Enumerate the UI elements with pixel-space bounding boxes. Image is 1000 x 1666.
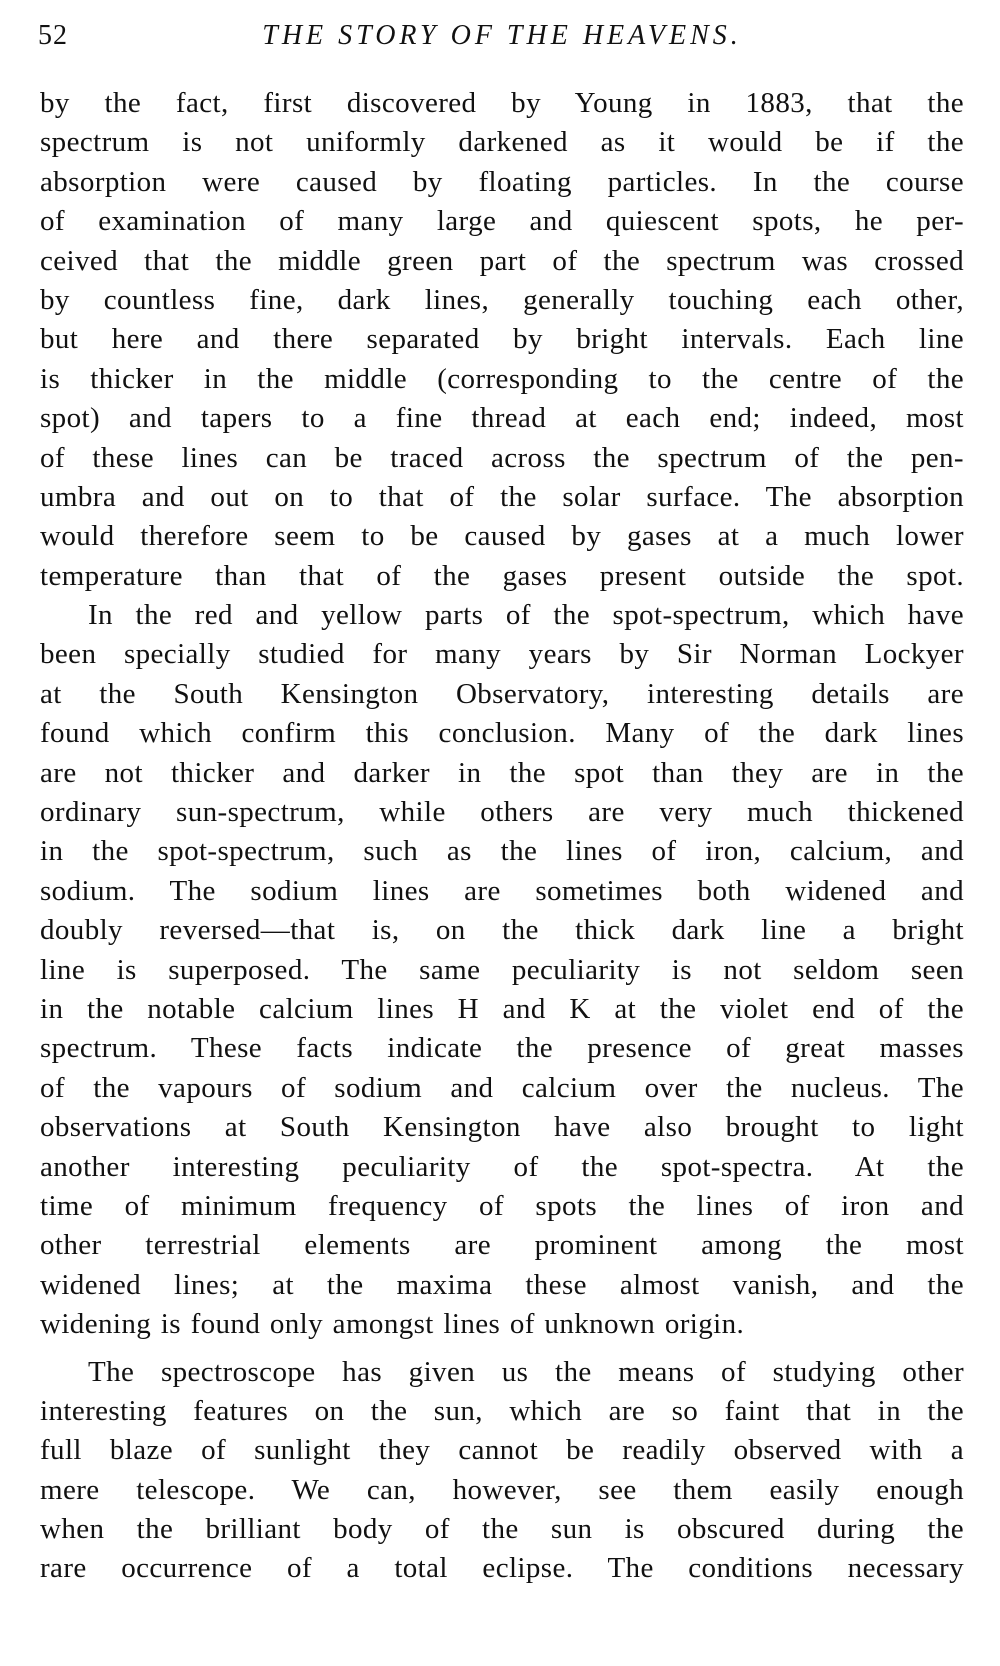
paragraph-spacer [40,1345,964,1353]
text-line: time of minimum frequency of spots the lines of iron and [40,1189,964,1222]
text-line: In the red and yellow parts of the spot-spectrum, which have [88,599,964,632]
text-line: temperature than that of the gases present outside the spot. [40,559,964,592]
running-title: THE STORY OF THE HEAVENS. [262,20,742,51]
text-line: widened lines; at the maxima these almost vanish, and the [40,1268,964,1301]
page-header [38,20,966,56]
text-line: of examination of many large and quiescent spots, he per- [40,205,964,238]
text-line: found which confirm this conclusion. Many of the dark lines [40,717,964,750]
text-line: spot) and tapers to a fine thread at each end; indeed, most [40,402,964,435]
text-line: line is superposed. The same peculiarity is not seldom seen [40,953,964,986]
text-line: spectrum. These facts indicate the presence of great masses [40,1032,964,1065]
text-line: mere telescope. We can, however, see them easily enough [40,1473,964,1506]
text-line: observations at South Kensington have also brought to light [40,1111,964,1144]
text-line: when the brilliant body of the sun is obscured during the [40,1513,964,1546]
text-line: widening is found only amongst lines of unknown origin. [40,1308,745,1341]
text-line: sodium. The sodium lines are sometimes both widened and [40,874,964,907]
paragraph-3 [40,1353,964,1589]
text-line: other terrestrial elements are prominent among the most [40,1229,964,1262]
text-line: is thicker in the middle (corresponding to the centre of the [40,362,964,395]
text-line: in the spot-spectrum, such as the lines of iron, calcium, and [40,835,964,868]
text-line: umbra and out on to that of the solar surface. The absorption [40,480,964,513]
body-text [40,84,964,1589]
paragraph-1 [40,84,964,596]
text-line: spectrum is not uniformly darkened as it would be if the [40,126,964,159]
text-line: The spectroscope has given us the means of studying other [88,1355,964,1388]
text-line: interesting features on the sun, which are so faint that in the [40,1394,964,1427]
text-line: ceived that the middle green part of the spectrum was crossed [40,244,964,277]
text-line: but here and there separated by bright intervals. Each line [40,323,964,356]
text-line: doubly reversed—that is, on the thick dark line a bright [40,914,964,947]
text-line: rare occurrence of a total eclipse. The conditions necessary [40,1552,964,1585]
text-line: another interesting peculiarity of the spot-spectra. At the [40,1150,964,1183]
paragraph-2 [40,596,964,1344]
text-line: in the notable calcium lines H and K at the violet end of the [40,992,964,1025]
text-line: been specially studied for many years by Sir Norman Lockyer [40,638,964,671]
text-line: of these lines can be traced across the spectrum of the pen- [40,441,964,474]
text-line: of the vapours of sodium and calcium over the nucleus. The [40,1071,964,1104]
text-line: by countless fine, dark lines, generally touching each other, [40,283,964,316]
page-number: 52 [38,20,68,51]
text-line: by the fact, first discovered by Young in 1883, that the [40,87,964,119]
text-line: full blaze of sunlight they cannot be readily observed with a [40,1434,964,1467]
text-line: would therefore seem to be caused by gases at a much lower [40,520,964,553]
text-line: are not thicker and darker in the spot than they are in the [40,756,964,789]
text-line: at the South Kensington Observatory, interesting details are [40,677,964,710]
text-line: absorption were caused by floating particles. In the course [40,165,964,198]
text-line: ordinary sun-spectrum, while others are very much thickened [40,796,964,829]
